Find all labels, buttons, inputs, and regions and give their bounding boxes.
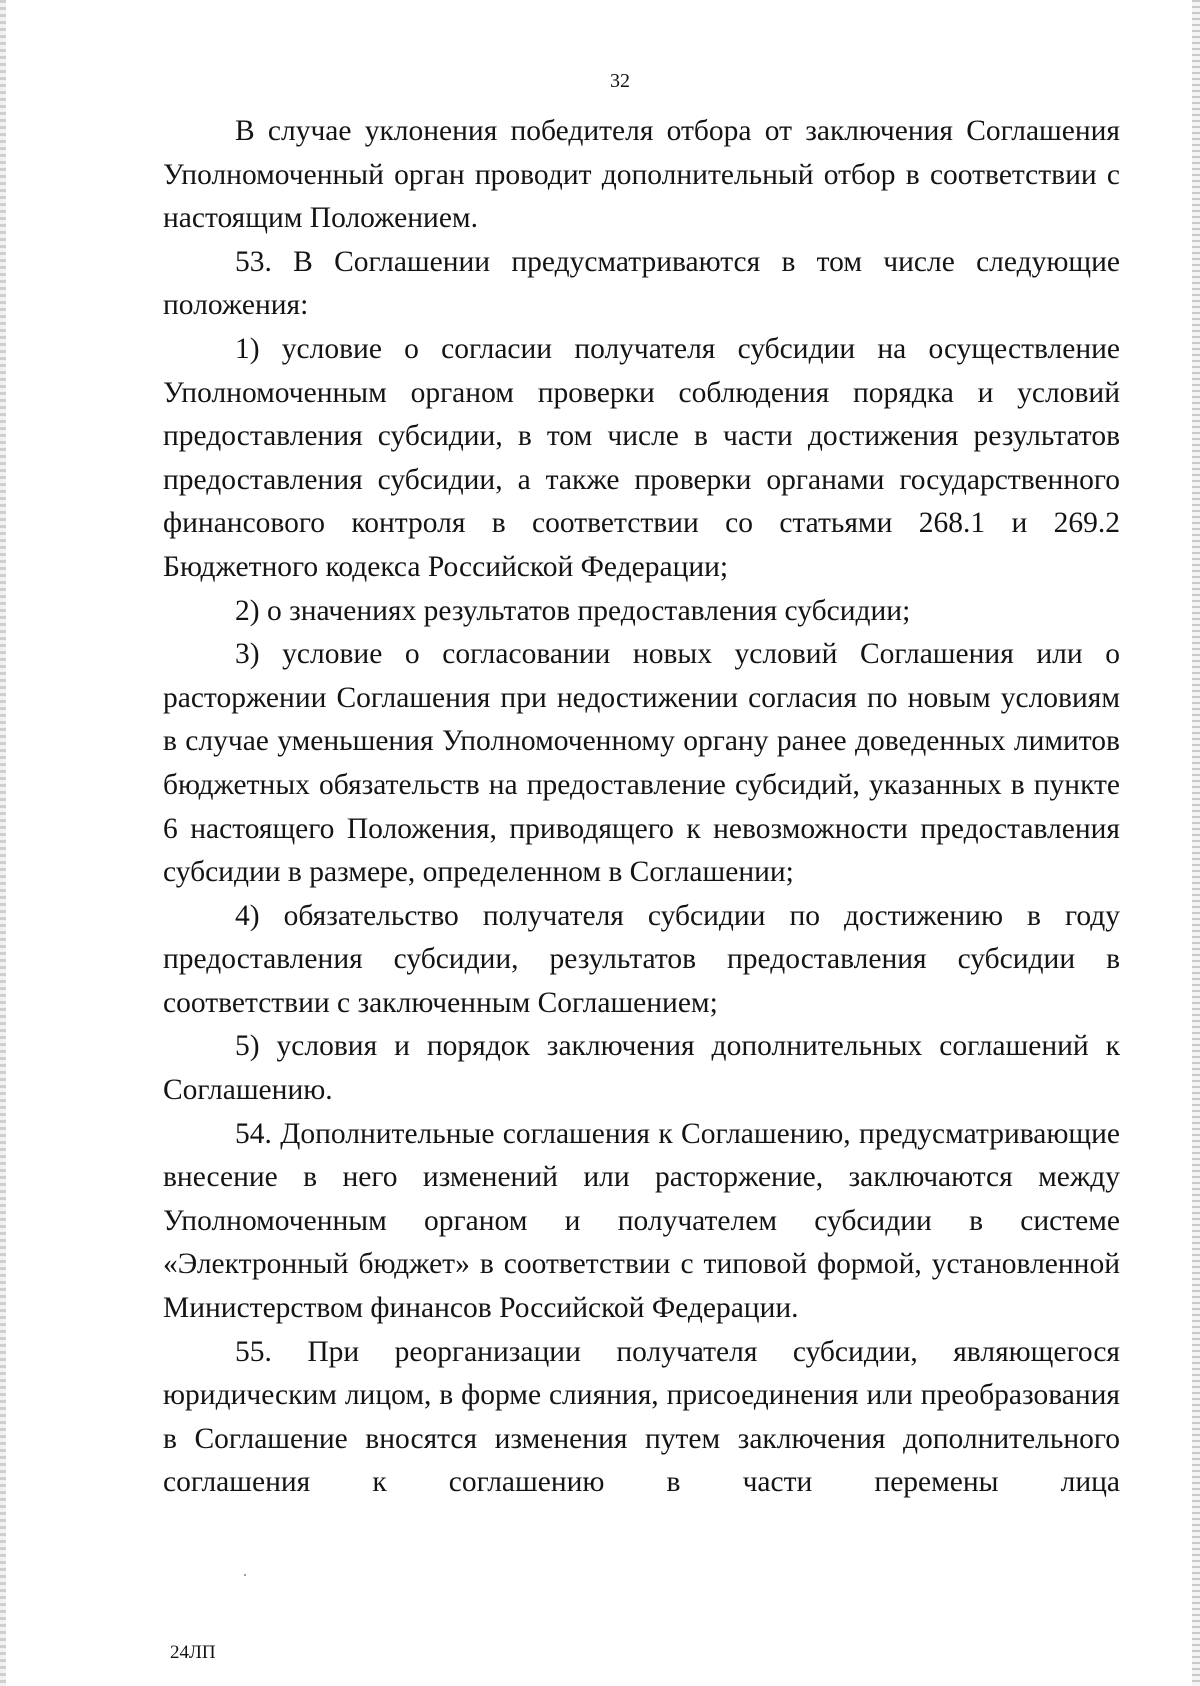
footer-code: 24ЛП: [170, 1642, 216, 1663]
paragraph-53-item-4: 4) обязательство получателя субсидии по достижению в году предоставления субсидии, результатов предоставления субсидии в соответствии с заключенным Соглашением;: [163, 899, 1120, 1019]
paragraph-53-item-3: 3) условие о согласовании новых условий Соглашения или о расторжении Соглашения при недостижении согласия по новым условиям в случае уменьшения Уполномоченному органу ранее доведенных лимитов бюджетных обязательств на предоставление субсидий, указанных в пункте 6 настоящего Положения, приводящего к невозможности предоставления субсидии в размере, определенном в Соглашении;: [163, 638, 1120, 889]
paragraph-53: 53. В Соглашении предусматриваются в том числе следующие положения:: [163, 245, 1120, 322]
paragraph-53-item-5: 5) условия и порядок заключения дополнительных соглашений к Соглашению.: [163, 1030, 1120, 1107]
scan-edge-right: [1192, 0, 1200, 1686]
paragraph-53-item-2: 2) о значениях результатов предоставления субсидии;: [235, 594, 911, 627]
paragraph-55: 55. При реорганизации получателя субсидии, являющегося юридическим лицом, в форме слияния, присоединения или преобразования в Соглашение вносятся изменения путем заключения дополнительного соглашения к соглашению в части перемены лица: [163, 1335, 1120, 1499]
paragraph-intro: В случае уклонения победителя отбора от заключения Соглашения Уполномоченный орган проводит дополнительный отбор в соответствии с настоящим Положением.: [163, 115, 1120, 235]
page-number: 32: [610, 70, 630, 92]
scan-edge-left: [0, 0, 6, 1686]
scan-speck: [244, 1574, 246, 1576]
document-body: [163, 110, 1120, 1505]
paragraph-54: 54. Дополнительные соглашения к Соглашению, предусматривающие внесение в него изменений или расторжение, заключаются между Уполномоченным органом и получателем субсидии в системе «Электронный бюджет» в соответствии с типовой формой, установленной Министерством финансов Российской Федерации.: [163, 1117, 1120, 1325]
paragraph-53-item-1: 1) условие о согласии получателя субсидии на осуществление Уполномоченным органом проверки соблюдения порядка и условий предоставления субсидии, в том числе в части достижения результатов предоставления субсидии, а также проверки органами государственного финансового контроля в соответствии со статьями 268.1 и 269.2 Бюджетного кодекса Российской Федерации;: [163, 332, 1120, 583]
